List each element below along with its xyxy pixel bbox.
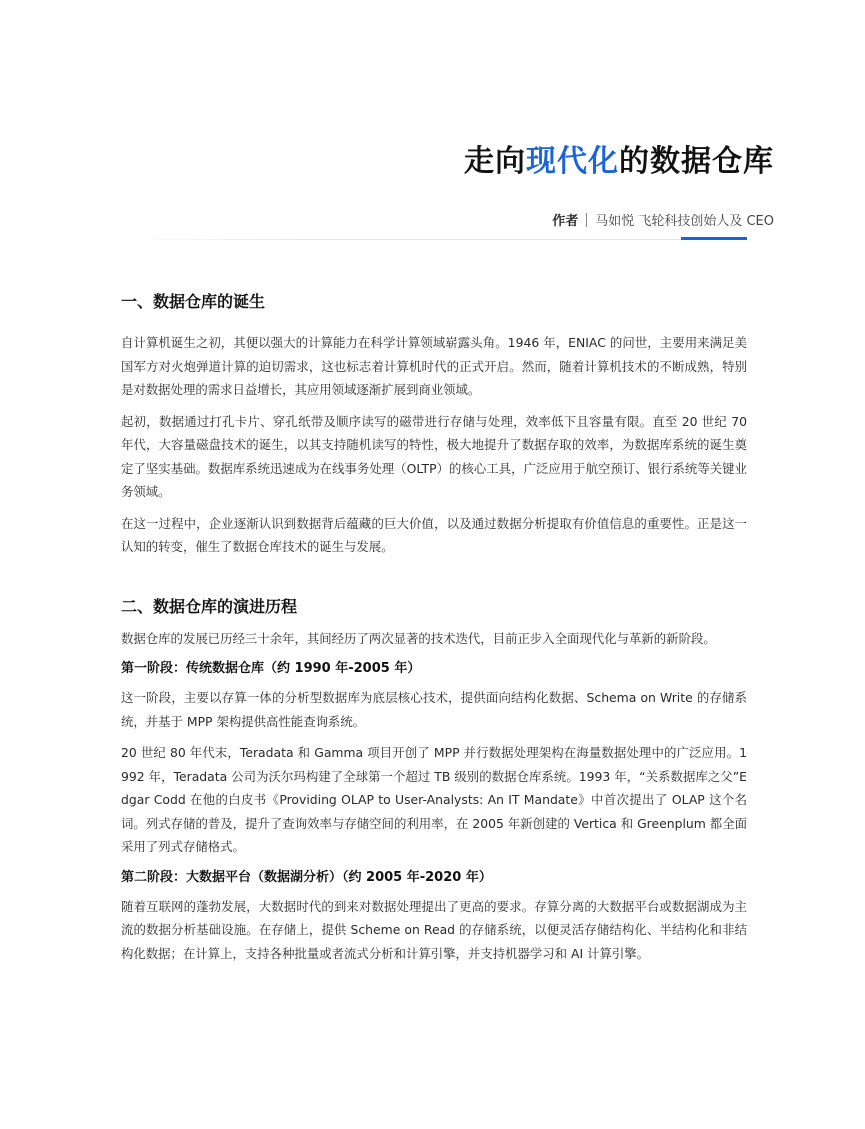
author-line (552, 210, 774, 229)
article-body (121, 289, 747, 965)
author-separator (586, 213, 587, 227)
title-prefix: 走向 (464, 144, 526, 179)
author-label: 作者 (552, 214, 579, 229)
paragraph: 20 世纪 80 年代末，Teradata 和 Gamma 项目开创了 MPP 并行数据处理架构在海量数据处理中的广泛应用。1992 年，Teradata 公司为沃尔玛构建了全球第一个超过 TB 级别的数据仓库系统。1993 年，“关系数据库之父”Edgar Codd 在他的白皮书《Providing OLAP to User-Analysts: An IT Mandate》中首次提出了 OLAP 这个名词。列式存储的普及，提升了查询效率与存储空间的利用率，在 2005 年新创建的 Vertica 和 Greenplum 都全面采用了列式存储格式。 (121, 745, 747, 854)
stage-heading-2: 第二阶段：大数据平台（数据湖分析）（约 2005 年-2020 年） (121, 869, 492, 885)
paragraph: 数据仓库的发展已历经三十余年，其间经历了两次显著的技术迭代，目前正步入全面现代化与革新的新阶段。 (121, 630, 716, 646)
section-heading-evolution: 二、数据仓库的演进历程 (121, 596, 298, 616)
title-highlight: 现代化 (526, 144, 619, 179)
header-divider (121, 239, 747, 240)
section-heading-birth: 一、数据仓库的诞生 (121, 292, 266, 311)
stage-heading-1: 第一阶段：传统数据仓库（约 1990 年-2005 年） (121, 661, 421, 676)
paragraph: 这一阶段，主要以存算一体的分析型数据库为底层核心技术，提供面向结构化数据、Schema on Write 的存储系统，并基于 MPP 架构提供高性能查询系统。 (121, 690, 747, 729)
paragraph: 起初，数据通过打孔卡片、穿孔纸带及顺序读写的磁带进行存储与处理，效率低下且容量有限。直至 20 世纪 70 年代，大容量磁盘技术的诞生，以其支持随机读写的特性，极大地提升了数据存取的效率，为数据库系统的诞生奠定了坚实基础。数据库系统迅速成为在线事务处理（OLTP）的核心工具，广泛应用于航空预订、银行系统等关键业务领域。 (121, 413, 747, 499)
page-title (464, 136, 774, 180)
paragraph: 在这一过程中，企业逐渐认识到数据背后蕴藏的巨大价值，以及通过数据分析提取有价值信息的重要性。正是这一认知的转变，催生了数据仓库技术的诞生与发展。 (121, 515, 747, 554)
paragraph: 自计算机诞生之初，其便以强大的计算能力在科学计算领域崭露头角。1946 年，ENIAC 的问世，主要用来满足美国军方对火炮弹道计算的迫切需求，这也标志着计算机时代的正式开启。然而，随着计算机技术的不断成熟，特别是对数据处理的需求日益增长，其应用领域逐渐扩展到商业领域。 (121, 335, 747, 397)
header-accent-bar (681, 237, 747, 240)
title-suffix: 的数据仓库 (619, 144, 774, 179)
paragraph: 随着互联网的蓬勃发展，大数据时代的到来对数据处理提出了更高的要求。存算分离的大数据平台或数据湖成为主流的数据分析基础设施。在存储上，提供 Scheme on Read 的存储系统，以便灵活存储结构化、半结构化和非结构化数据；在计算上，支持各种批量或者流式分析和计算引擎，并支持机器学习和 AI 计算引擎。 (121, 898, 747, 961)
author-name: 马如悦 飞轮科技创始人及 CEO (595, 214, 774, 229)
